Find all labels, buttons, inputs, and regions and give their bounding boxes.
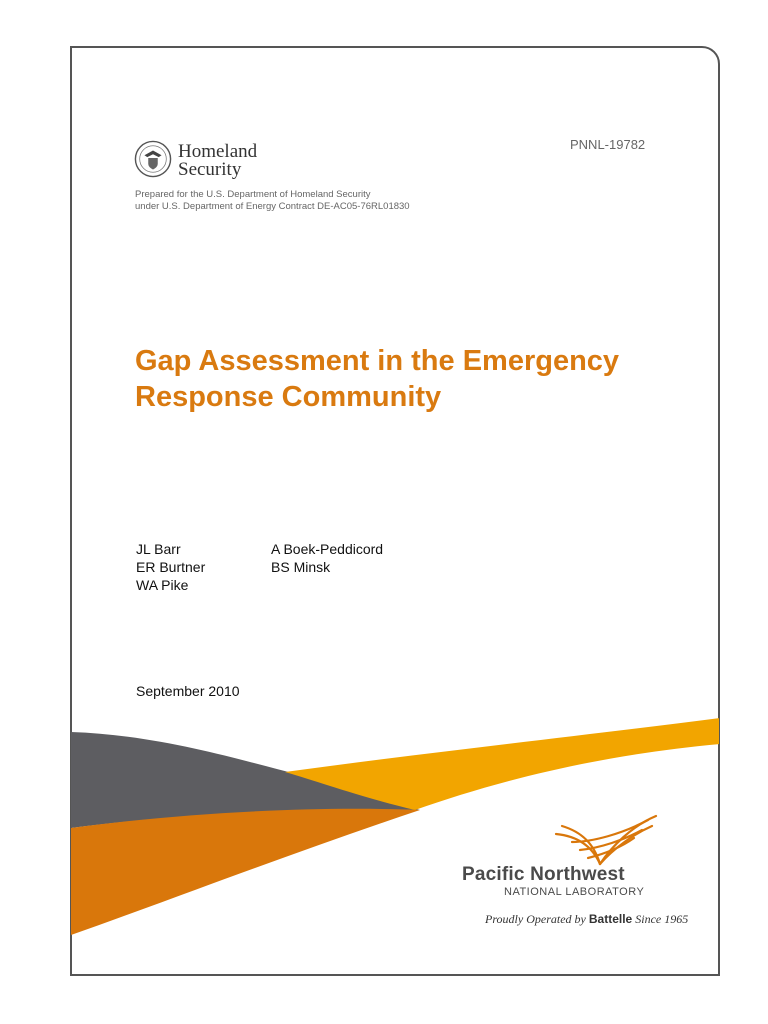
pnnl-mark-icon bbox=[552, 812, 660, 868]
document-number: PNNL-19782 bbox=[570, 137, 646, 152]
pnnl-name: Pacific Northwest bbox=[462, 864, 625, 885]
prepared-for-text bbox=[135, 189, 410, 213]
tagline-prefix: Proudly Operated by bbox=[485, 912, 586, 926]
pnnl-subtitle: NATIONAL LABORATORY bbox=[504, 886, 645, 898]
document-title bbox=[135, 343, 695, 415]
author: A Boek-Peddicord bbox=[271, 541, 384, 557]
swoosh-orange-band bbox=[71, 809, 420, 935]
author: WA Pike bbox=[136, 577, 189, 593]
prepared-line-2: under U.S. Department of Energy Contract DE-AC05-76RL01830 bbox=[135, 201, 410, 212]
tagline-suffix: Since 1965 bbox=[635, 912, 689, 926]
battelle-tagline bbox=[485, 912, 688, 927]
author: BS Minsk bbox=[271, 559, 331, 575]
prepared-line-1: Prepared for the U.S. Department of Homeland Security bbox=[135, 189, 371, 200]
author: ER Burtner bbox=[136, 559, 206, 575]
dhs-logo-line2: Security bbox=[178, 159, 242, 180]
title-line-2: Response Community bbox=[135, 381, 442, 413]
dhs-seal-icon bbox=[134, 140, 172, 178]
author: JL Barr bbox=[136, 541, 181, 557]
publication-date: September 2010 bbox=[136, 683, 240, 699]
dhs-logo bbox=[134, 138, 294, 182]
authors-column-2 bbox=[271, 540, 383, 576]
authors-column-1 bbox=[136, 540, 205, 594]
battelle-brand: Battelle bbox=[588, 912, 633, 926]
title-line-1: Gap Assessment in the Emergency bbox=[135, 345, 620, 377]
dhs-logo-line1: Homeland bbox=[178, 141, 258, 162]
